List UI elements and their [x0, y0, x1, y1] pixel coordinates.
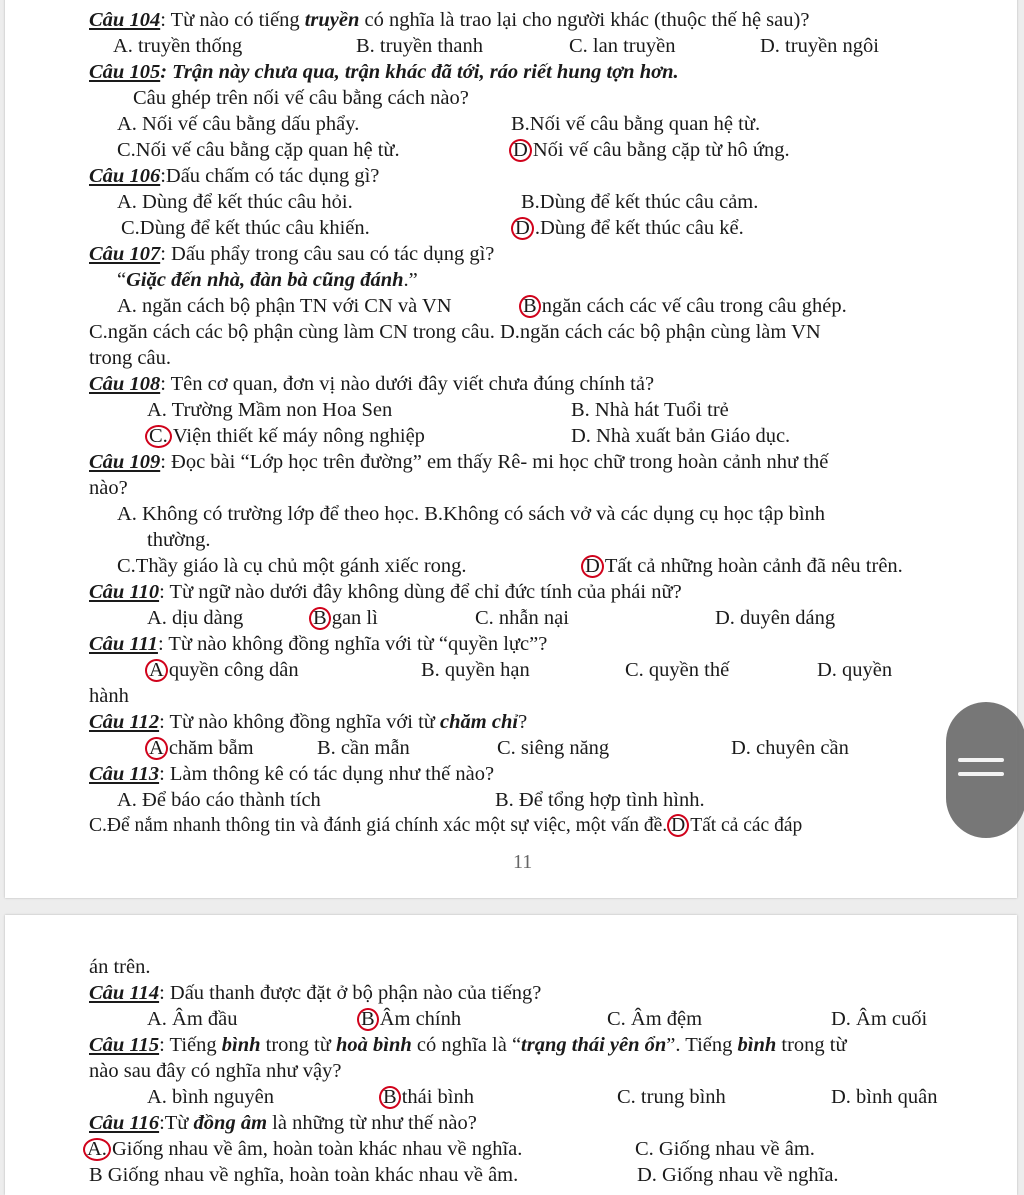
- answer-circle: A: [145, 737, 168, 760]
- answer-circle: B: [309, 607, 331, 630]
- question-107: Câu 107: Dấu phẩy trong câu sau có tác dụng gì?: [89, 243, 495, 265]
- q110-option-b: B gan lì: [309, 606, 378, 630]
- q111-option-a: A quyền công dân: [145, 658, 299, 682]
- answer-circle: D: [511, 217, 534, 240]
- scroll-handle-icon[interactable]: [946, 702, 1024, 838]
- question-104: Câu 104: Từ nào có tiếng truyền có nghĩa là trao lại cho người khác (thuộc thế hệ sau)?: [89, 9, 810, 31]
- answer-circle: D: [667, 814, 689, 837]
- q115-option-a: A. bình nguyên: [147, 1086, 274, 1108]
- document-page-11: [5, 0, 1017, 898]
- question-113: Câu 113: Làm thông kê có tác dụng như thế nào?: [89, 763, 495, 785]
- q113-option-c-d: C.Để nắm nhanh thông tin và đánh giá chính xác một sự việc, một vấn đề. D Tất cả các đáp: [89, 815, 803, 836]
- q108-option-c: C. Viện thiết kế máy nông nghiệp: [145, 424, 425, 448]
- question-111: Câu 111: Từ nào không đồng nghĩa với từ “quyền lực”?: [89, 633, 548, 655]
- q111-option-d-cont: hành: [89, 685, 129, 707]
- page-number: 11: [513, 851, 533, 873]
- q116-option-d: D. Giống nhau về nghĩa.: [637, 1164, 839, 1186]
- q107-option-b: B ngăn cách các vế câu trong câu ghép.: [519, 294, 847, 318]
- q112-option-b: B. cần mẫn: [317, 737, 410, 759]
- q104-option-d: D. truyền ngôi: [760, 35, 879, 57]
- q107-option-c-d: C.ngăn cách các bộ phận cùng làm CN trong câu. D.ngăn cách các bộ phận cùng làm VN: [89, 321, 821, 343]
- q108-option-d: D. Nhà xuất bản Giáo dục.: [571, 425, 791, 447]
- q113-cont: án trên.: [89, 956, 151, 978]
- question-114: Câu 114: Dấu thanh được đặt ở bộ phận nào của tiếng?: [89, 982, 542, 1004]
- q114-option-c: C. Âm đệm: [607, 1008, 703, 1030]
- q104-option-c: C. lan truyền: [569, 35, 676, 57]
- answer-circle: A.: [83, 1138, 111, 1161]
- answer-circle: D: [581, 555, 604, 578]
- q113-option-a: A. Để báo cáo thành tích: [117, 789, 321, 811]
- q115-option-b: B thái bình: [379, 1085, 474, 1109]
- q111-option-d: D. quyền: [817, 659, 893, 681]
- q108-option-b: B. Nhà hát Tuổi trẻ: [571, 399, 729, 421]
- q112-option-c: C. siêng năng: [497, 737, 610, 759]
- q109-option-a-b: A. Không có trường lớp để theo học. B.Không có sách vở và các dụng cụ học tập bình: [117, 503, 826, 525]
- answer-circle: C.: [145, 425, 172, 448]
- q105-option-b: B.Nối vế câu bằng quan hệ từ.: [511, 113, 761, 135]
- q108-option-a: A. Trường Mầm non Hoa Sen: [147, 399, 393, 421]
- answer-circle: B: [379, 1086, 401, 1109]
- question-105: Câu 105: Trận này chưa qua, trận khác đã tới, ráo riết hung tợn hơn.: [89, 61, 679, 83]
- q110-option-d: D. duyên dáng: [715, 607, 836, 629]
- q114-option-b: B Âm chính: [357, 1007, 461, 1031]
- question-115: Câu 115: Tiếng bình trong từ hoà bình có nghĩa là “trạng thái yên ổn”. Tiếng bình trong từ: [89, 1034, 847, 1056]
- q106-option-a: A. Dùng để kết thúc câu hỏi.: [117, 191, 353, 213]
- q105-question: Câu ghép trên nối vế câu bằng cách nào?: [133, 87, 469, 109]
- q112-option-d: D. chuyên cần: [731, 737, 849, 759]
- q115-option-d: D. bình quân: [831, 1086, 938, 1108]
- q106-option-b: B.Dùng để kết thúc câu cảm.: [521, 191, 759, 213]
- q116-option-a: A. Giống nhau về âm, hoàn toàn khác nhau về nghĩa.: [83, 1137, 522, 1161]
- q110-option-c: C. nhẫn nại: [475, 607, 569, 629]
- answer-circle: B: [519, 295, 541, 318]
- question-116: Câu 116:Từ đồng âm là những từ như thế nào?: [89, 1112, 477, 1134]
- question-109: Câu 109: Đọc bài “Lớp học trên đường” em thấy Rê- mi học chữ trong hoàn cảnh như thế: [89, 451, 829, 473]
- q116-option-b: B Giống nhau về nghĩa, hoàn toàn khác nhau về âm.: [89, 1164, 519, 1186]
- q112-option-a: A chăm bẵm: [145, 736, 254, 760]
- q105-option-d: D Nối vế câu bằng cặp từ hô ứng.: [509, 138, 790, 162]
- q114-option-a: A. Âm đầu: [147, 1008, 238, 1030]
- q106-option-d: D .Dùng để kết thúc câu kể.: [511, 216, 744, 240]
- document-page-12: [5, 915, 1017, 1195]
- q109-cont: nào?: [89, 477, 128, 499]
- q113-option-b: B. Để tổng hợp tình hình.: [495, 789, 705, 811]
- q107-option-a: A. ngăn cách bộ phận TN với CN và VN: [117, 295, 452, 317]
- q106-option-c: C.Dùng để kết thúc câu khiến.: [121, 217, 370, 239]
- answer-circle: B: [357, 1008, 379, 1031]
- q109-option-c: C.Thầy giáo là cụ chủ một gánh xiếc rong.: [117, 555, 467, 577]
- q107-option-c-d-cont: trong câu.: [89, 347, 171, 369]
- q109-option-d: D Tất cả những hoàn cảnh đã nêu trên.: [581, 554, 903, 578]
- q105-option-c: C.Nối vế câu bằng cặp quan hệ từ.: [117, 139, 400, 161]
- q115-cont: nào sau đây có nghĩa như vậy?: [89, 1060, 342, 1082]
- answer-circle: D: [509, 139, 532, 162]
- q107-quote: “Giặc đến nhà, đàn bà cũng đánh.”: [117, 269, 418, 291]
- q110-option-a: A. dịu dàng: [147, 607, 244, 629]
- q104-option-b: B. truyền thanh: [356, 35, 483, 57]
- question-110: Câu 110: Từ ngữ nào dưới đây không dùng để chỉ đức tính của phái nữ?: [89, 581, 682, 603]
- q105-option-a: A. Nối vế câu bằng dấu phẩy.: [117, 113, 360, 135]
- q109-option-a-b-cont: thường.: [147, 529, 211, 551]
- scroll-handle-line: [958, 758, 1004, 762]
- q111-option-b: B. quyền hạn: [421, 659, 530, 681]
- scroll-handle-line: [958, 772, 1004, 776]
- question-112: Câu 112: Từ nào không đồng nghĩa với từ chăm chỉ?: [89, 711, 528, 733]
- q116-option-c: C. Giống nhau về âm.: [635, 1138, 815, 1160]
- q104-option-a: A. truyền thống: [113, 35, 243, 57]
- answer-circle: A: [145, 659, 168, 682]
- q111-option-c: C. quyền thế: [625, 659, 730, 681]
- question-108: Câu 108: Tên cơ quan, đơn vị nào dưới đây viết chưa đúng chính tả?: [89, 373, 655, 395]
- question-106: Câu 106:Dấu chấm có tác dụng gì?: [89, 165, 380, 187]
- q115-option-c: C. trung bình: [617, 1086, 726, 1108]
- q114-option-d: D. Âm cuối: [831, 1008, 928, 1030]
